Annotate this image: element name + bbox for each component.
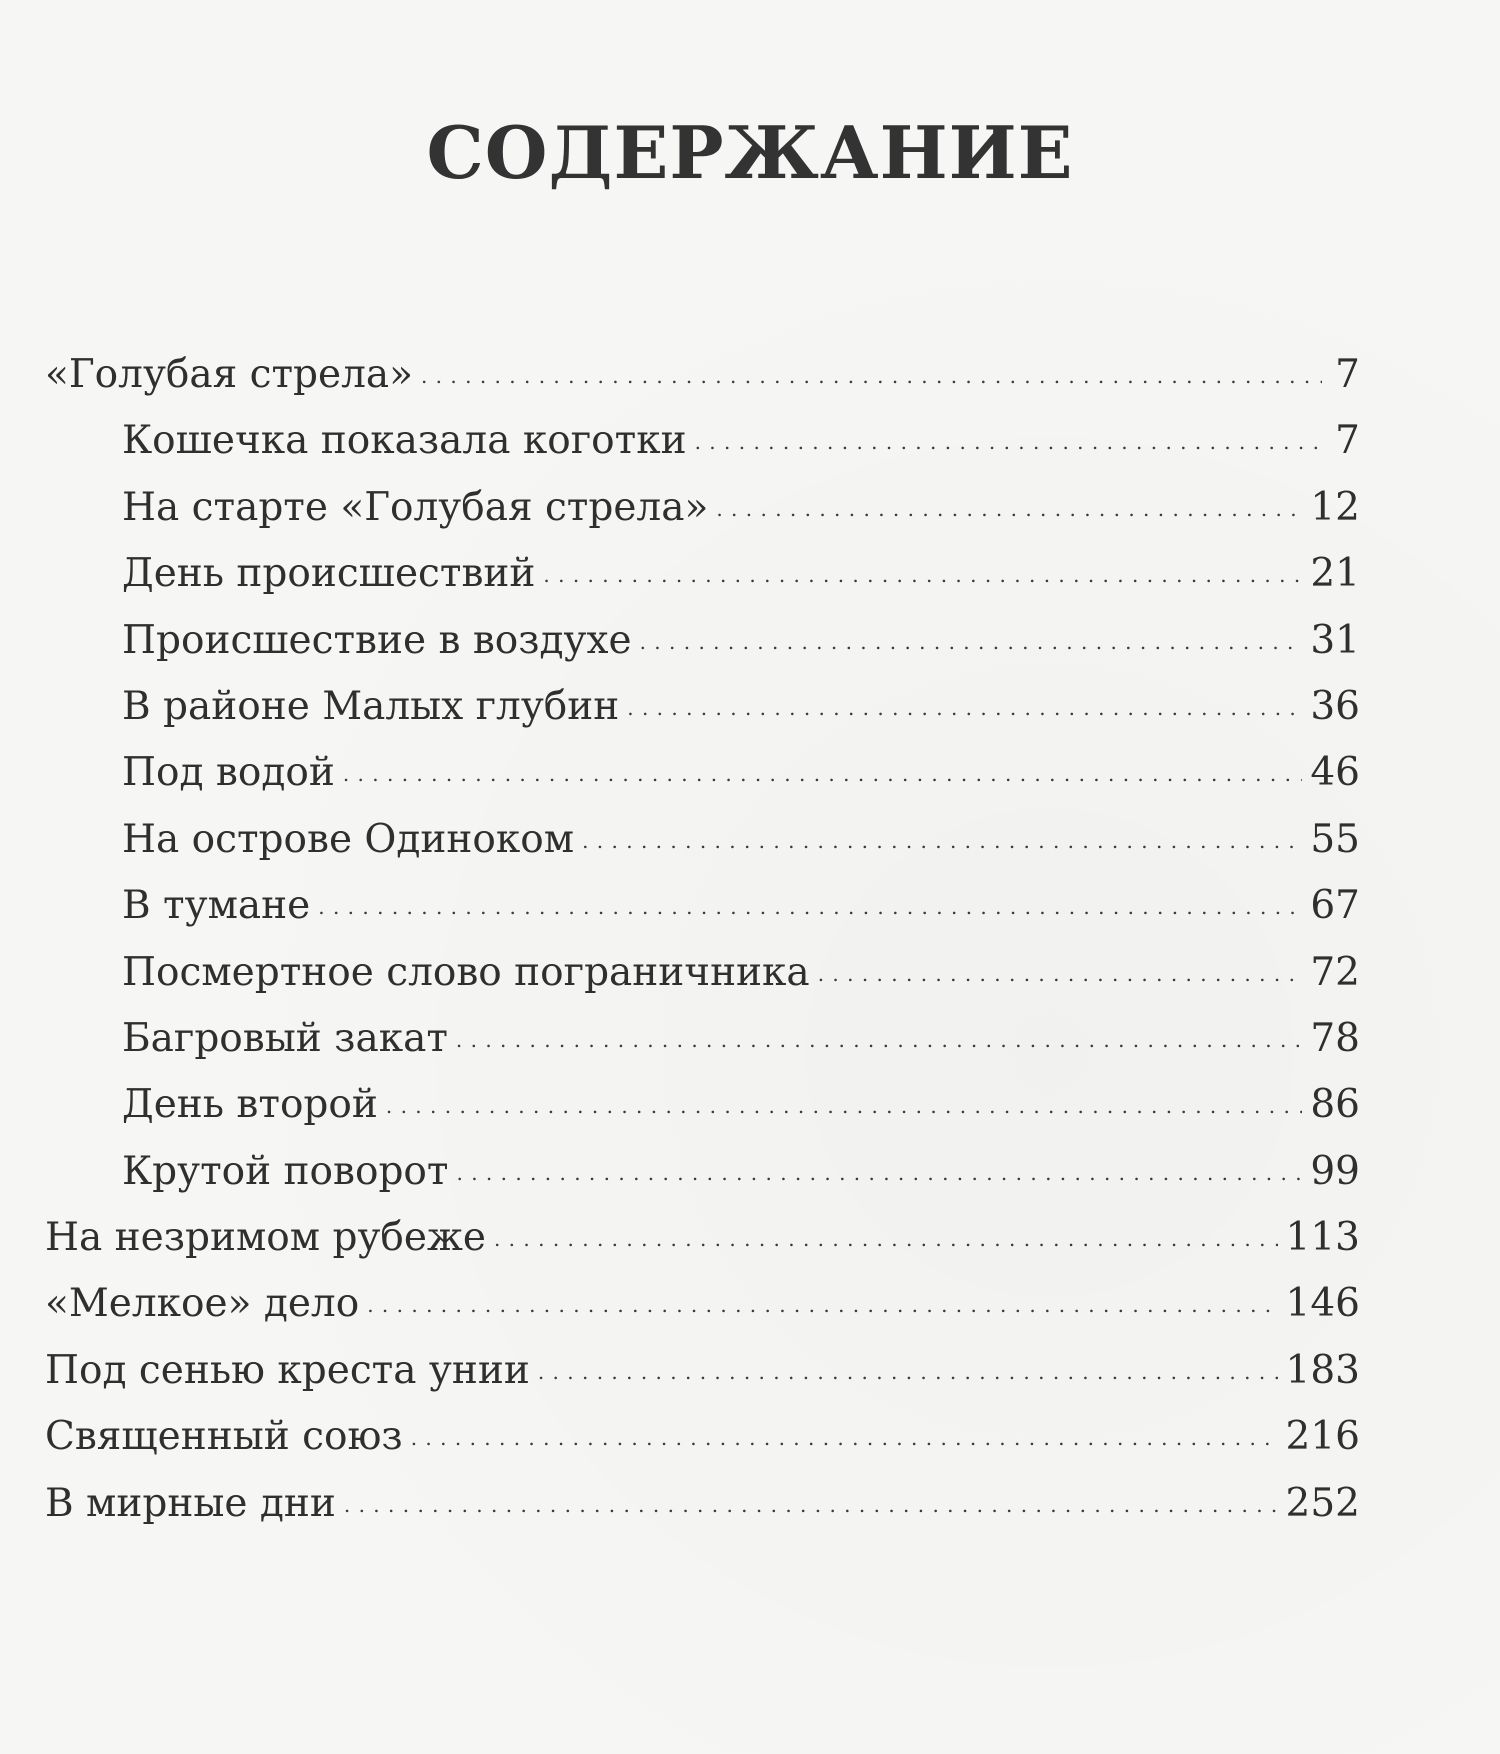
toc-entry-page: 146 bbox=[1285, 1281, 1360, 1327]
toc-entry bbox=[45, 1205, 1360, 1271]
toc-entry-title: «Мелкое» дело bbox=[45, 1281, 360, 1327]
toc-entry bbox=[45, 1471, 1360, 1537]
toc-entry-title: На старте «Голубая стрела» bbox=[122, 484, 709, 530]
toc-entry bbox=[45, 541, 1360, 607]
toc-entry bbox=[45, 940, 1360, 1006]
table-of-contents bbox=[45, 342, 1360, 1537]
toc-entry bbox=[45, 674, 1360, 740]
toc-entry-title: Крутой поворот bbox=[122, 1148, 449, 1194]
toc-entry-title: В тумане bbox=[122, 883, 311, 929]
toc-leader-dots bbox=[456, 1002, 1302, 1073]
toc-entry-page: 67 bbox=[1310, 883, 1360, 929]
toc-entry-title: Посмертное слово пограничника bbox=[122, 949, 810, 995]
toc-leader-dots bbox=[318, 869, 1302, 940]
toc-leader-dots bbox=[582, 803, 1302, 874]
toc-entry bbox=[45, 408, 1360, 474]
toc-entry-title: Происшествие в воздухе bbox=[122, 617, 632, 663]
toc-entry-page: 72 bbox=[1310, 949, 1360, 995]
toc-entry-title: На острове Одиноком bbox=[122, 816, 575, 862]
toc-entry-page: 99 bbox=[1310, 1148, 1360, 1194]
toc-entry-title: Священный союз bbox=[45, 1414, 403, 1460]
toc-entry bbox=[45, 608, 1360, 674]
toc-entry-page: 36 bbox=[1310, 683, 1360, 729]
toc-leader-dots bbox=[716, 471, 1302, 542]
toc-entry-title: День второй bbox=[122, 1082, 378, 1128]
toc-leader-dots bbox=[640, 604, 1303, 675]
toc-leader-dots bbox=[543, 537, 1302, 608]
toc-entry-page: 252 bbox=[1285, 1480, 1360, 1526]
toc-entry-page: 78 bbox=[1310, 1015, 1360, 1061]
toc-entry-page: 55 bbox=[1310, 816, 1360, 862]
toc-leader-dots bbox=[627, 670, 1302, 741]
toc-entry-page: 7 bbox=[1335, 418, 1360, 464]
toc-entry-title: На незримом рубеже bbox=[45, 1215, 486, 1261]
toc-entry-title: В районе Малых глубин bbox=[122, 683, 620, 729]
toc-entry bbox=[45, 1271, 1360, 1337]
toc-entry bbox=[45, 342, 1360, 408]
toc-entry-page: 46 bbox=[1310, 750, 1360, 796]
toc-leader-dots bbox=[386, 1068, 1302, 1139]
toc-leader-dots bbox=[538, 1334, 1278, 1405]
toc-leader-dots bbox=[421, 338, 1322, 409]
toc-entry-page: 183 bbox=[1285, 1347, 1360, 1393]
toc-entry-page: 7 bbox=[1335, 352, 1360, 397]
toc-entry bbox=[45, 1072, 1360, 1138]
toc-leader-dots bbox=[343, 736, 1303, 807]
toc-entry bbox=[45, 1139, 1360, 1205]
toc-leader-dots bbox=[367, 1267, 1277, 1338]
toc-leader-dots bbox=[494, 1201, 1278, 1272]
toc-entry-page: 86 bbox=[1310, 1082, 1360, 1128]
toc-entry bbox=[45, 873, 1360, 939]
toc-entry-page: 12 bbox=[1310, 484, 1360, 530]
toc-entry-title: Под сенью креста унии bbox=[45, 1347, 530, 1393]
toc-entry-page: 31 bbox=[1310, 617, 1360, 663]
toc-entry bbox=[45, 475, 1360, 541]
toc-entry bbox=[45, 1338, 1360, 1404]
toc-entry-title: День происшествий bbox=[122, 551, 536, 597]
toc-leader-dots bbox=[818, 936, 1303, 1007]
toc-leader-dots bbox=[695, 404, 1322, 475]
toc-entry-title: В мирные дни bbox=[45, 1480, 336, 1526]
toc-entry-page: 21 bbox=[1310, 551, 1360, 597]
toc-entry-title: Под водой bbox=[122, 750, 335, 796]
toc-entry-title: Кошечка показала коготки bbox=[122, 418, 687, 464]
toc-entry bbox=[45, 807, 1360, 873]
toc-entry-page: 216 bbox=[1285, 1414, 1360, 1460]
toc-entry-title: «Голубая стрела» bbox=[45, 352, 413, 397]
toc-entry-title: Багровый закат bbox=[122, 1015, 448, 1061]
toc-leader-dots bbox=[411, 1400, 1278, 1471]
toc-entry-page: 113 bbox=[1285, 1215, 1360, 1261]
toc-leader-dots bbox=[456, 1135, 1302, 1206]
toc-entry bbox=[45, 740, 1360, 806]
page-title: СОДЕРЖАНИЕ bbox=[426, 110, 1074, 195]
toc-entry bbox=[45, 1404, 1360, 1470]
toc-leader-dots bbox=[344, 1467, 1278, 1538]
toc-entry bbox=[45, 1006, 1360, 1072]
